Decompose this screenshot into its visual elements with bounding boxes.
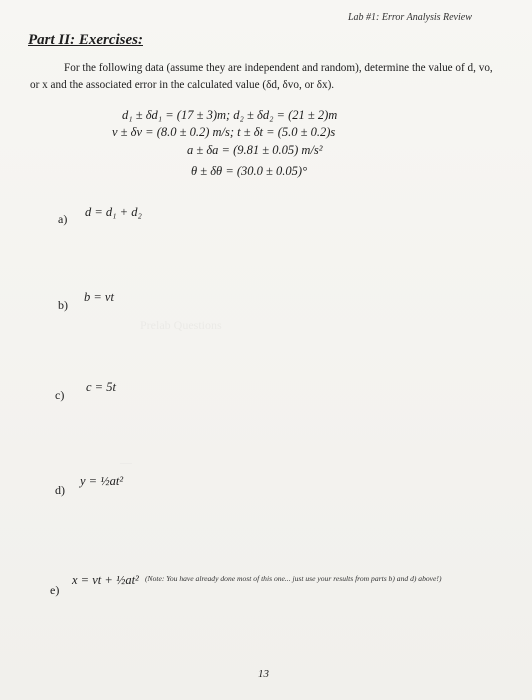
exercise-e-note: (Note: You have already done most of this one... just use your results from parts b) and d) above!) bbox=[145, 574, 442, 583]
exercise-d-expression: y = ½at² bbox=[80, 474, 124, 488]
bleed-through-text: Prelab Questions bbox=[140, 318, 222, 332]
exercise-b-label: b) bbox=[58, 298, 68, 312]
exercise-a-expression: d = d₁ + d₂ bbox=[85, 205, 142, 219]
exercise-e-expression: x = vt + ½at² bbox=[72, 573, 139, 587]
exercise-d-label: d) bbox=[55, 483, 65, 497]
given-data-line-2: v ± δv = (8.0 ± 0.2) m/s; t ± δt = (5.0 ± 0.2)s bbox=[112, 125, 336, 139]
given-data-line-1: d₁ ± δd₁ = (17 ± 3)m; d₂ ± δd₂ = (21 ± 2)m bbox=[122, 108, 338, 122]
bleed-through-text: — bbox=[120, 455, 132, 469]
page-number: 13 bbox=[258, 668, 269, 680]
exercise-a-label: a) bbox=[58, 212, 68, 226]
instructions-text: For the following data (assume they are independent and random), determine the value of d, vo, or x and the associated error in the calculated value (δd, δvo, or δx). bbox=[30, 62, 493, 91]
lab-header: Lab #1: Error Analysis Review bbox=[348, 12, 472, 23]
exercise-e-label: e) bbox=[50, 583, 60, 597]
given-data-line-3: a ± δa = (9.81 ± 0.05) m/s² bbox=[187, 143, 323, 157]
part-title: Part II: Exercises: bbox=[28, 32, 143, 48]
exercise-c-label: c) bbox=[55, 388, 65, 402]
exercise-c-expression: c = 5t bbox=[86, 380, 116, 394]
given-data-line-4: θ ± δθ = (30.0 ± 0.05)° bbox=[191, 164, 308, 178]
instructions-paragraph bbox=[30, 60, 500, 94]
exercise-b-expression: b = vt bbox=[84, 290, 114, 304]
